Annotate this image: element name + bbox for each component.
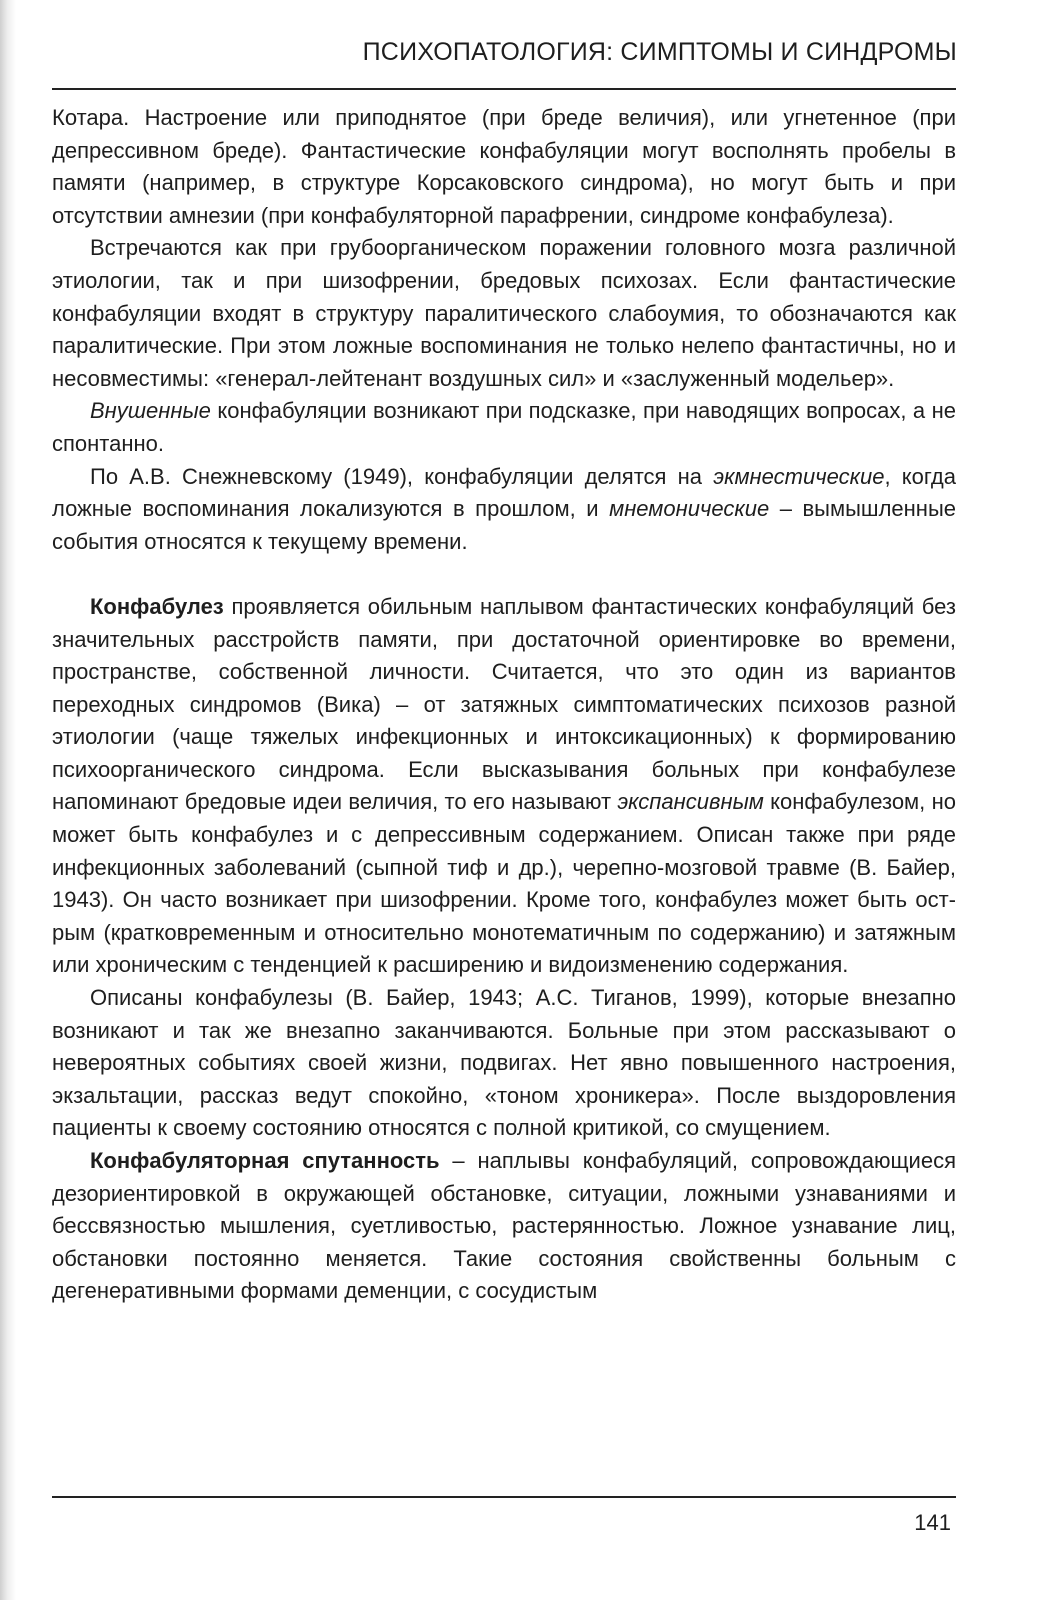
running-head: ПСИХОПАТОЛОГИЯ: СИМПТОМЫ И СИНДРОМЫ [362,38,957,66]
paragraph-5-text-1: проявляется обильным наплывом фантастических конфабуляций без значительных расстройств памяти, при достаточной ориентировке во времени, пространстве, собственной личности. Считается, что это один из вариантов переходных синдромов (Вика) – от затяжных симптоматических психозов разной этиологии (чаще тяжелых инфекционных и интоксикационных) к формированию психоорганического синдрома. Если высказывания больных при конфабулезе напоминают бредовые идеи величия, то его называют [52,593,956,815]
paragraph-1: Котара. Настроение или приподнятое (при бреде величия), или угнетенное (при депрессивном бреде). Фантастические конфабуляции могут восполнять пробелы в памяти (например, в структуре Корсаковского синдрома), но могут быть и при отсутствии амнезии (при конфабуляторной парафрении, синдроме конфабулеза). [52,105,956,228]
page-body [52,102,956,1308]
paragraph-6: Описаны конфабулезы (В. Байер, 1943; А.С. Тиганов, 1999), которые внезапно возникают и так же внезапно заканчиваются. Больные при этом рассказывают о невероятных событиях своей жизни, подвигах. Нет явно повышенного настроения, экзальтации, рассказ ведут спокойно, «тоном хроникера». После выздоровления пациенты к своему состоянию относятся с полной критикой, со смущением. [52,985,956,1141]
term-expansive: экспансивным [617,789,764,815]
term-suggested: Внушенные [90,398,211,424]
term-mnemonic: мнемонические [609,496,770,522]
paragraph-4-text-3: – вымышленные события относятся к текущему времени. [52,496,956,554]
paragraph-7 [52,1145,956,1308]
paragraph-4-text-1: По А.В. Снежневскому (1949), конфабуляции делятся на [90,463,714,489]
page-number: 141 [914,1510,951,1535]
paragraph-2: Встречаются как при грубоорганическом поражении головного мозга различной этиологии, так и при шизофрении, бредовых психозах. Если фантастические конфабуляции входят в структуру паралитического слабоумия, то обозначаются как паралитические. При этом ложные воспоминания не только нелепо фантастичны, но и несовместимы: «генерал-лейтенант воздушных сил» и «заслуженный модельер». [52,235,956,391]
paragraph-4 [52,461,956,559]
page-gutter-shadow [0,0,16,1600]
term-ecmnestic: экмнестические [713,463,885,489]
paragraph-3-text: конфабуляции возникают при подсказке, при наводящих вопросах, а не спонтанно. [52,398,956,456]
paragraph-5-text-2: конфабулезом, но может быть конфабулез и с депрессивным содержанием. Описан также при ряде инфекционных заболеваний (сыпной тиф и др.), черепно-мозговой травме (В. Байер, 1943). Он часто возникает при шизофрении. Кроме того, конфабулез может быть острым (кратковременным и относительно монотематичным по содержанию) и затяжным или хроническим с тенденцией к расширению и видоизменению содержания. [52,789,956,978]
footer-rule [52,1496,956,1498]
paragraph-7-text: – наплывы конфабуляций, сопровождающиеся дезориентировкой в окружающей обстановке, ситуации, ложными узнаваниями и бессвязностью мышления, суетливостью, растерянностью. Ложное узнавание лиц, обстановки постоянно меняется. Такие состояния свойственны больным с дегенеративными формами деменции, с сосудистым [52,1148,956,1304]
term-confabulosis: Конфабулез [90,593,224,619]
header-rule [52,88,956,90]
paragraph-3 [52,395,956,460]
term-confabulatory-confusion: Конфабуляторная спутанность [90,1148,440,1173]
paragraph-5 [52,591,956,982]
paragraph-4-text-2: , когда ложные воспоминания локализуются в прошлом, и [52,463,956,522]
